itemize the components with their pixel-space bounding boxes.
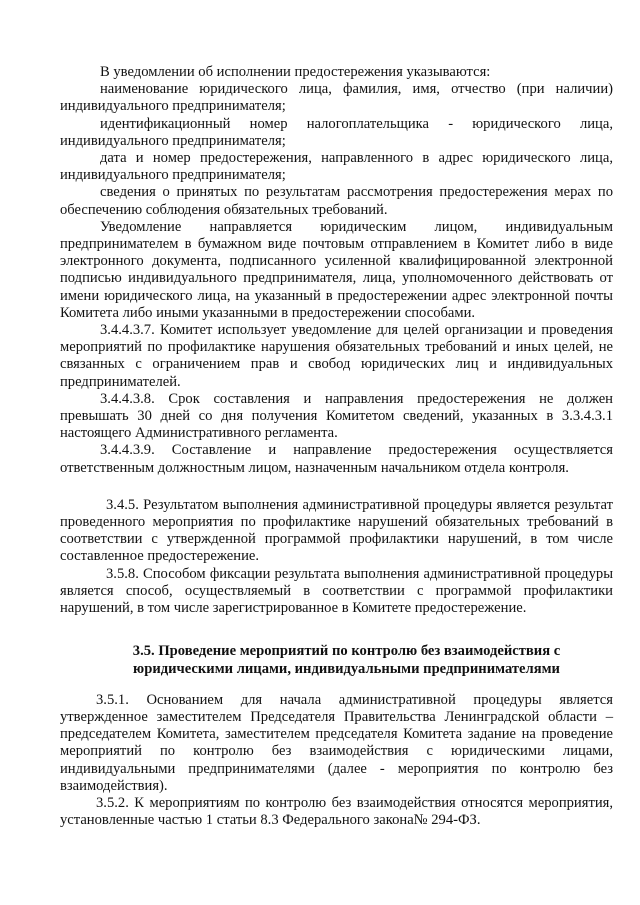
section-heading-line-1: 3.5. Проведение мероприятий по контролю без взаимодействия с <box>132 643 561 660</box>
paragraph-3-5-1: 3.5.1. Основанием для начала административной процедуры является утвержденное заместителем Председателя Правительства Ленинградской области – председателем Комитета, заместителем председателя Комитета задание на проведение мероприятий по контролю без взаимодействия с юридическими лицами, индивидуальными предпринимателями (далее - мероприятия по контролю без взаимодействия). <box>60 691 613 794</box>
spacer <box>60 678 613 692</box>
paragraph-warning-date-number: дата и номер предостережения, направленного в адрес юридического лица, индивидуального предпринимателя; <box>60 150 613 184</box>
paragraph-notice-delivery: Уведомление направляется юридическим лицом, индивидуальным предпринимателем в бумажном виде почтовым отправлением в Комитет либо в виде электронного документа, подписанного усиленной квалифицированной электронной подписью индивидуального предпринимателя, лица, уполномоченного действовать от имени юридического лица, на указанный в предостережении адрес электронной почты Комитета либо иными указанными в предостережении способами. <box>60 218 613 321</box>
document-page <box>60 64 613 829</box>
paragraph-3-4-4-3-9: 3.4.4.3.9. Составление и направление предостережения осуществляется ответственным должностным лицом, назначенным начальником отдела контроля. <box>60 442 613 476</box>
paragraph-measures-taken: сведения о принятых по результатам рассмотрения предостережения мерах по обеспечению соблюдения обязательных требований. <box>60 184 613 218</box>
paragraph-entity-name: наименование юридического лица, фамилия, имя, отчество (при наличии) индивидуального предпринимателя; <box>60 81 613 115</box>
paragraph-taxpayer-id: идентификационный номер налогоплательщика - юридического лица, индивидуального предпринимателя; <box>60 115 613 149</box>
paragraph-3-5-8: 3.5.8. Способом фиксации результата выполнения административной процедуры является способ, осуществляемый в соответствии с программой профилактики нарушений, в том числе зарегистрированное в Комитете предостережение. <box>60 565 613 617</box>
paragraph-notice-contents: В уведомлении об исполнении предостережения указываются: <box>100 64 491 80</box>
paragraph-3-4-5: 3.4.5. Результатом выполнения административной процедуры является результат проведенного мероприятия по профилактике нарушений обязательных требований в соответствии с утвержденной программой профилактики нарушений, в том числе составленное предостережение. <box>60 496 613 565</box>
paragraph-3-4-4-3-7: 3.4.4.3.7. Комитет использует уведомление для целей организации и проведения мероприятий по профилактике нарушения обязательных требований и иных целей, не связанных с ограничением прав и свобод юридических лиц и индивидуальных предпринимателей. <box>60 322 613 390</box>
spacer <box>60 477 613 497</box>
paragraph-3-5-2: 3.5.2. К мероприятиям по контролю без взаимодействия относятся мероприятия, установленные частью 1 статьи 8.3 Федерального закона№ 294-ФЗ. <box>60 794 613 829</box>
section-heading-line-2: юридическими лицами, индивидуальными предпринимателями <box>133 660 560 677</box>
paragraph-3-4-4-3-8: 3.4.4.3.8. Срок составления и направления предостережения не должен превышать 30 дней со дня получения Комитетом сведений, указанных в 3.3.4.3.1 настоящего Административного регламента. <box>60 390 613 442</box>
spacer <box>60 617 613 643</box>
